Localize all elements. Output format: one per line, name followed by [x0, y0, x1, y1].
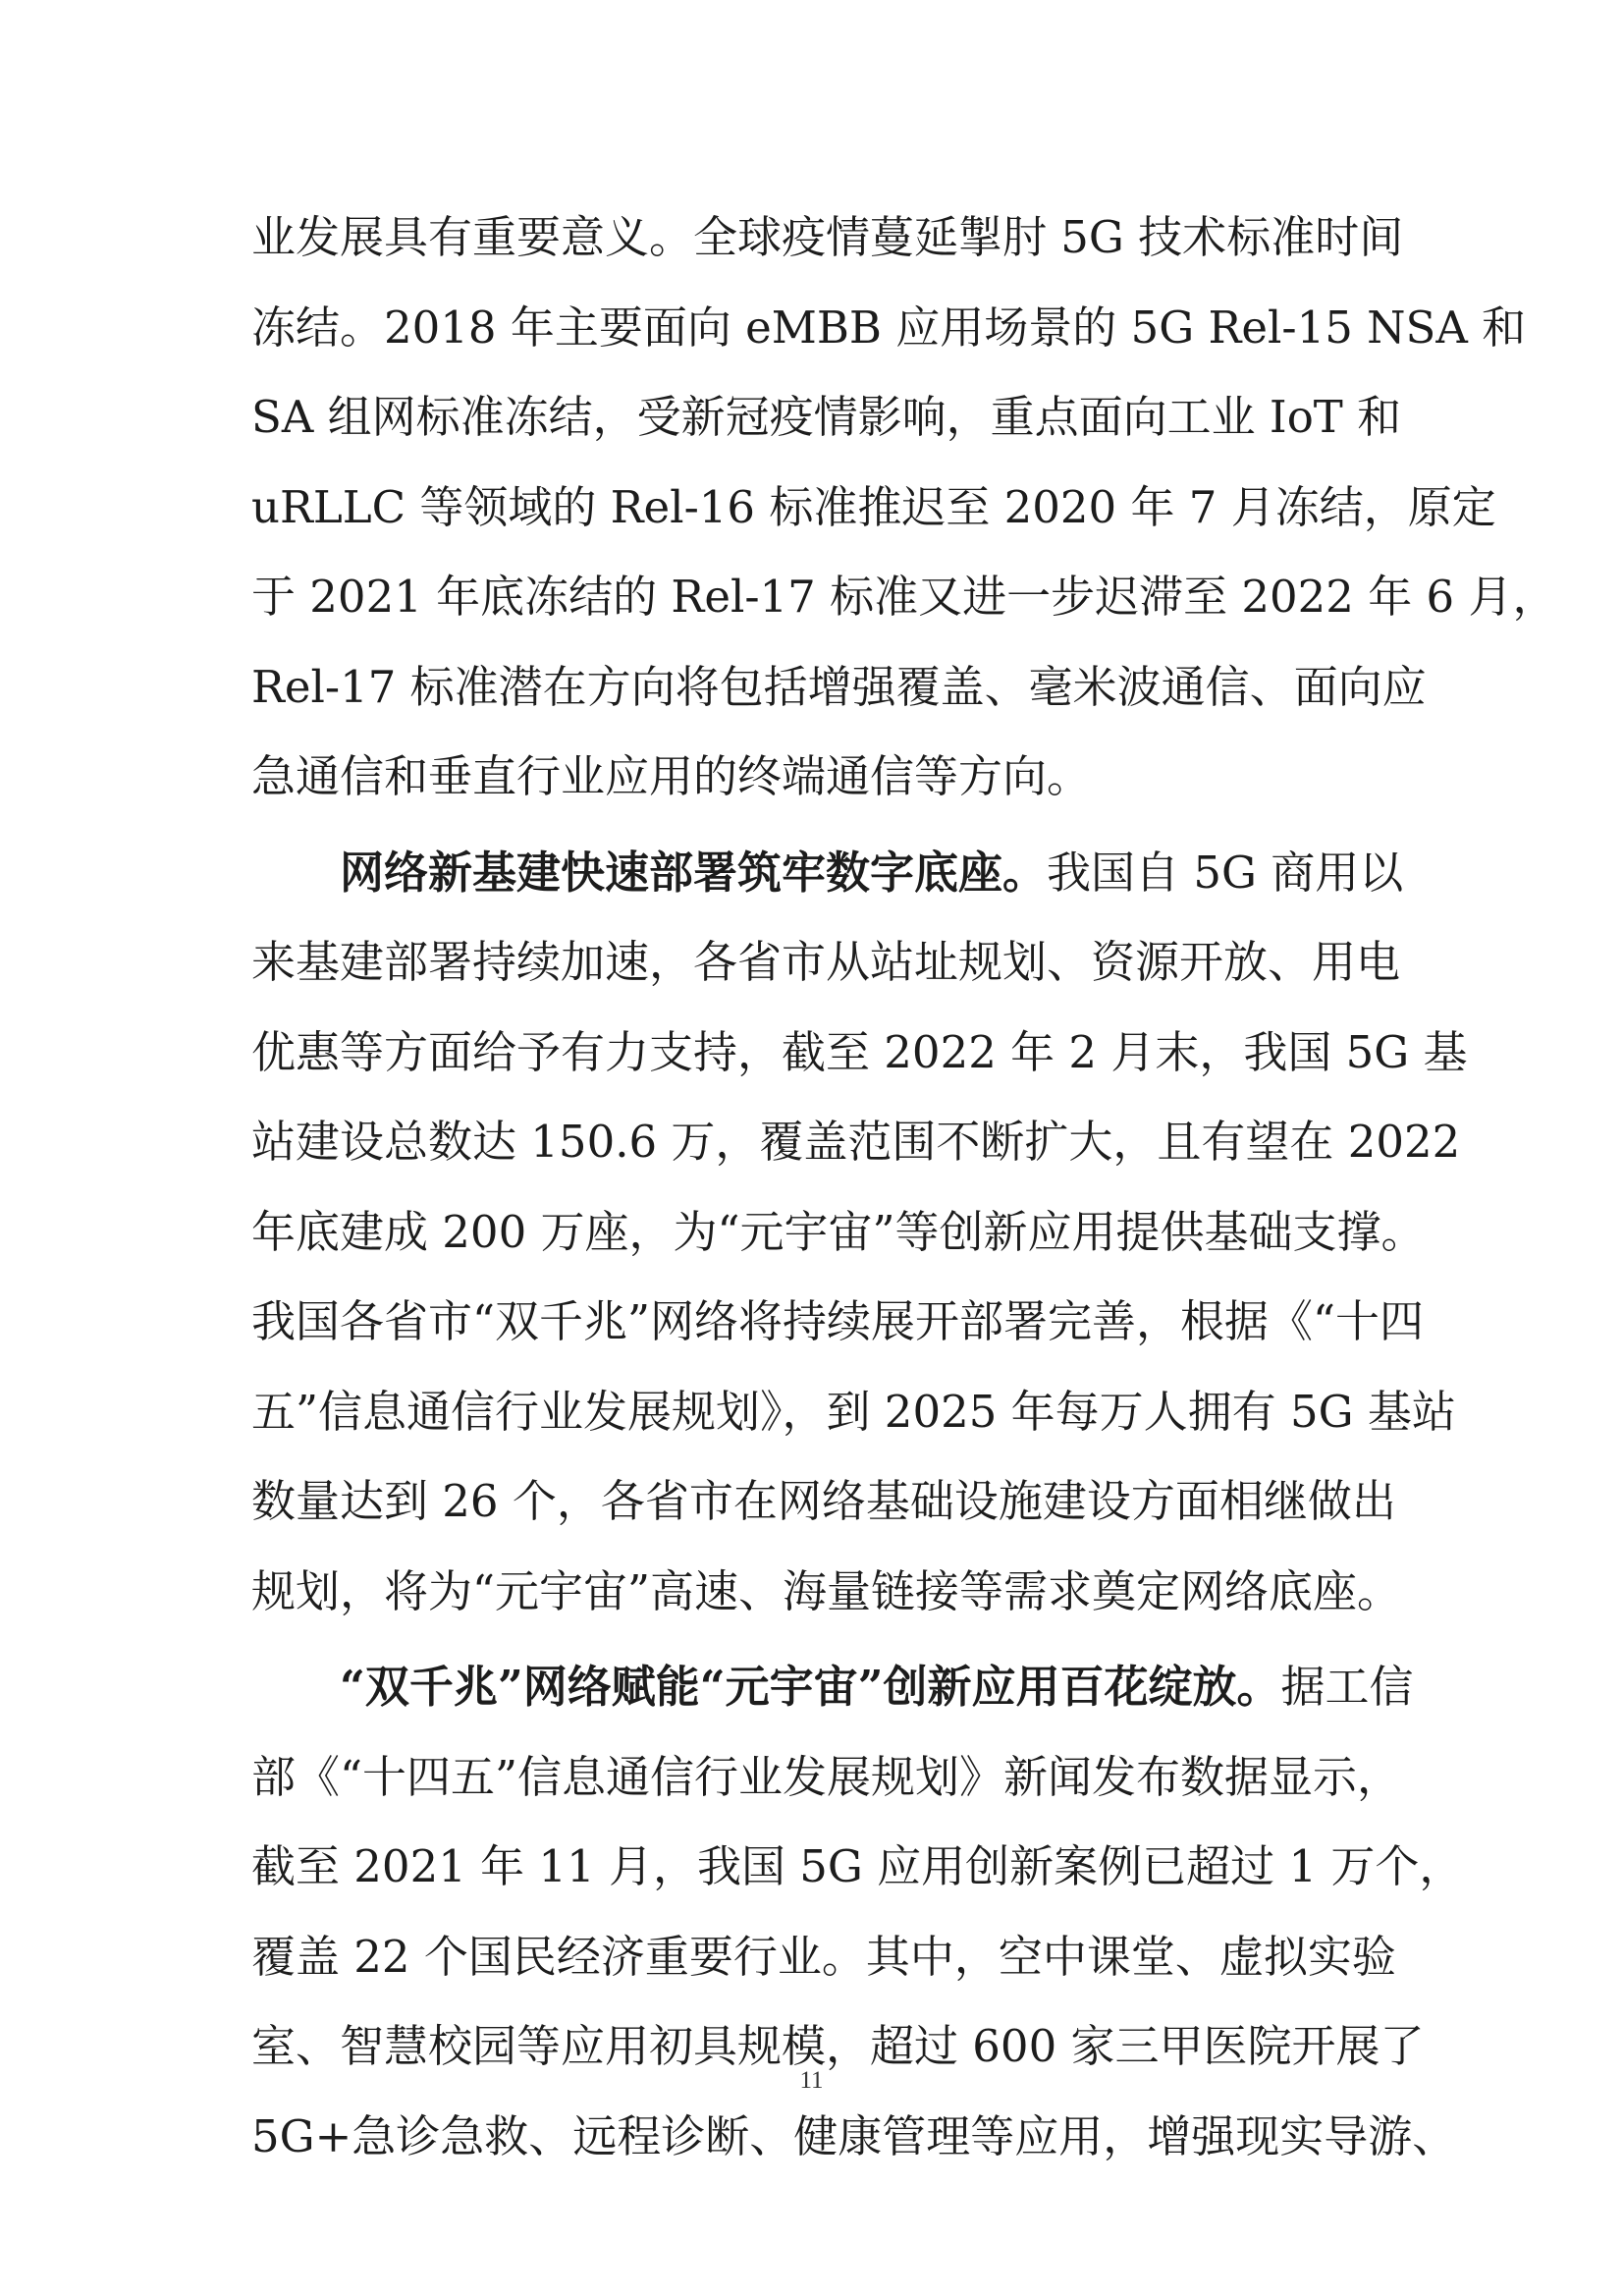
paragraph-lead-heading: 网络新基建快速部署筑牢数字底座。	[340, 846, 1048, 899]
paragraph-lead-heading: “双千兆”网络赋能“元宇宙”创新应用百花绽放。	[340, 1661, 1281, 1713]
text-line: 优惠等方面给予有力支持，截至 2022 年 2 月末，我国 5G 基	[251, 1025, 1468, 1078]
text-line: 数量达到 26 个，各省市在网络基础设施建设方面相继做出	[251, 1475, 1396, 1527]
text-line: 5G+急诊急救、远程诊断、健康管理等应用，增强现实导游、	[251, 2109, 1457, 2162]
text-line: 急通信和垂直行业应用的终端通信等方向。	[251, 750, 1092, 802]
text-line: 站建设总数达 150.6 万，覆盖范围不断扩大，且有望在 2022	[251, 1116, 1461, 1168]
text-line: SA 组网标准冻结，受新冠疫情影响，重点面向工业 IoT 和	[251, 391, 1402, 443]
text-line: 来基建部署持续加速，各省市从站址规划、资源开放、用电	[251, 936, 1401, 988]
text-line: 我国各省市“双千兆”网络将持续展开部署完善，根据《“十四	[251, 1295, 1425, 1347]
text-line: 覆盖 22 个国民经济重要行业。其中，空中课堂、虚拟实验	[251, 1930, 1396, 1983]
text-line: 业发展具有重要意义。全球疫情蔓延掣肘 5G 技术标准时间	[251, 211, 1404, 263]
text-line	[251, 828, 1404, 918]
text-line: 于 2021 年底冻结的 Rel-17 标准又进一步迟滞至 2022 年 6 月，	[251, 571, 1557, 623]
paragraph-standards-freeze	[251, 192, 1557, 822]
text-line: 部《“十四五”信息通信行业发展规划》新闻发布数据显示，	[251, 1750, 1402, 1803]
text-line: 规划，将为“元宇宙”高速、海量链接等需求奠定网络底座。	[251, 1564, 1402, 1617]
text-line: 室、智慧校园等应用初具规模，超过 600 家三甲医院开展了	[251, 2020, 1425, 2072]
page-number: 11	[799, 2067, 824, 2094]
body-text	[251, 192, 1557, 2181]
text-line-rest: 据工信	[1280, 1661, 1414, 1713]
text-line: uRLLC 等领域的 Rel-16 标准推迟至 2020 年 7 月冻结，原定	[251, 480, 1496, 533]
text-line: 年底建成 200 万座，为“元宇宙”等创新应用提供基础支撑。	[251, 1205, 1426, 1258]
paragraph-network-infrastructure	[251, 828, 1468, 1637]
text-line: 冻结。2018 年主要面向 eMBB 应用场景的 5G Rel-15 NSA 和	[251, 301, 1527, 354]
text-line: 截至 2021 年 11 月，我国 5G 应用创新案例已超过 1 万个，	[251, 1840, 1464, 1892]
text-line: 五”信息通信行业发展规划》，到 2025 年每万人拥有 5G 基站	[251, 1385, 1456, 1438]
text-line-rest: 我国自 5G 商用以	[1047, 846, 1404, 899]
text-line: Rel-17 标准潜在方向将包括增强覆盖、毫米波通信、面向应	[251, 660, 1427, 713]
paragraph-gigabit-applications	[251, 1642, 1464, 2181]
text-line	[251, 1642, 1414, 1732]
